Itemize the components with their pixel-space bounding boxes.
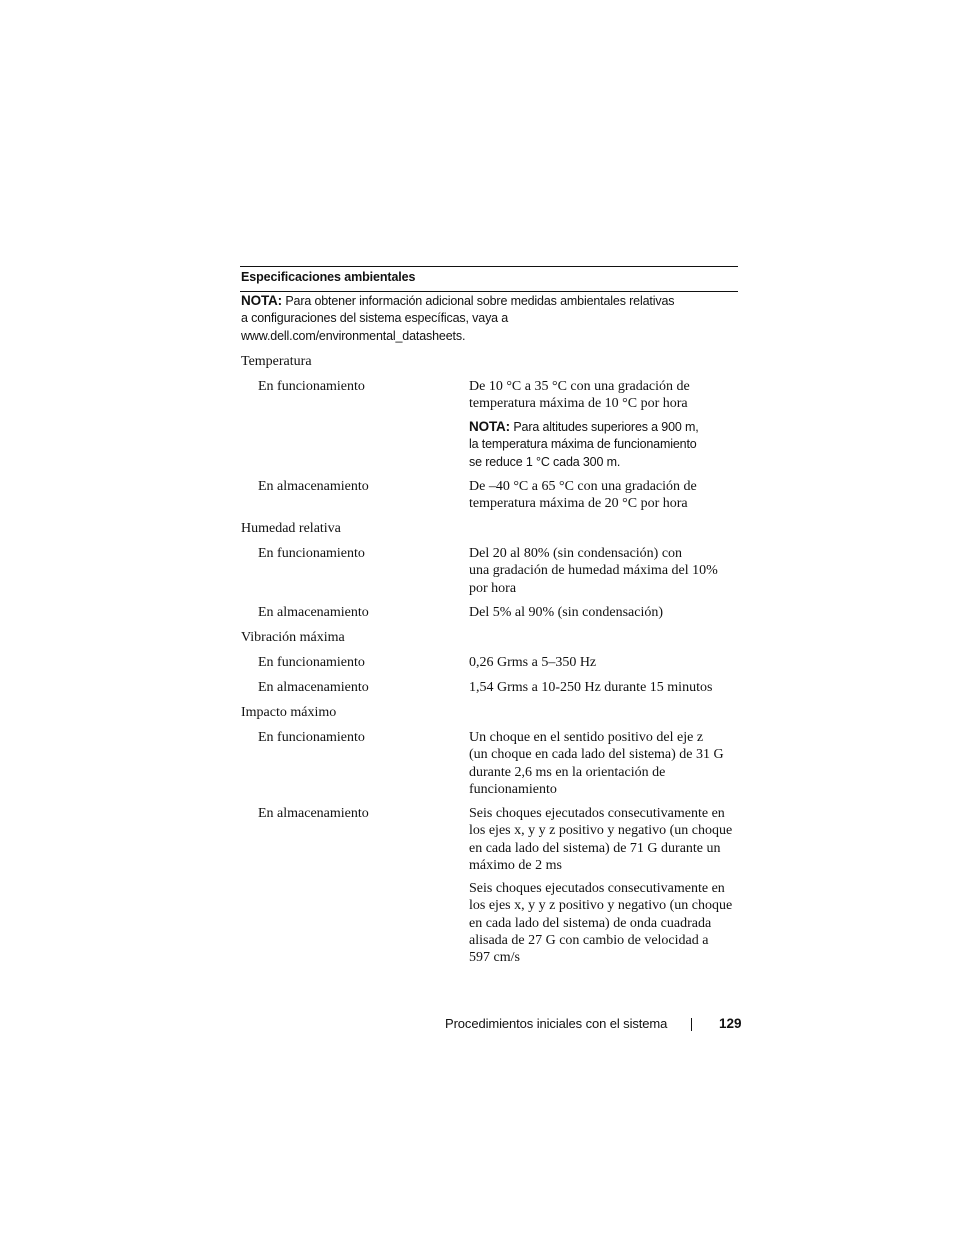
- environment-note: [241, 292, 731, 345]
- row-value-shock-storage: Seis choques ejecutados consecutivamente en los ejes x, y y z positivo y negativo (un choque en cada lado del sistema) de 71 G durante un máximo de 2 ms: [469, 806, 733, 873]
- row-label-shock-operating: En funcionamiento: [258, 730, 365, 745]
- row-label-temp-operating: En funcionamiento: [258, 379, 365, 394]
- temp-note-label: NOTA:: [469, 419, 510, 434]
- row-value-vibration-operating: 0,26 Grms a 5–350 Hz: [469, 655, 597, 670]
- environmental-datasheets-link[interactable]: www.dell.com/environmental_datasheets: [241, 328, 462, 343]
- table-heading: Especificaciones ambientales: [241, 270, 416, 284]
- footer-chapter-title: Procedimientos iniciales con el sistema: [445, 1016, 668, 1031]
- section-title-shock: Impacto máximo: [241, 705, 337, 720]
- row-value-shock-operating: Un choque en el sentido positivo del eje z (un choque en cada lado del sistema) de 31 G durante 2,6 ms en la orientación de funcionamiento: [469, 730, 724, 797]
- row-value-shock-storage-2: Seis choques ejecutados consecutivamente en los ejes x, y y z positivo y negativo (un choque en cada lado del sistema) de onda cuadrada alisada de 27 G con cambio de velocidad a 597 cm/s: [469, 881, 733, 966]
- row-value-humidity-storage: Del 5% al 90% (sin condensación): [469, 605, 663, 620]
- page-number: 129: [719, 1016, 742, 1031]
- row-label-temp-storage: En almacenamiento: [258, 479, 369, 494]
- row-value-temp-storage: De –40 °C a 65 °C con una gradación de temperatura máxima de 20 °C por hora: [469, 479, 697, 512]
- row-label-humidity-operating: En funcionamiento: [258, 546, 365, 561]
- section-title-temperature: Temperatura: [241, 354, 312, 369]
- row-value-vibration-storage: 1,54 Grms a 10-250 Hz durante 15 minutos: [469, 680, 713, 695]
- row-label-shock-storage: En almacenamiento: [258, 806, 369, 821]
- note-line-3: www.dell.com/environmental_datasheets.: [241, 328, 466, 343]
- row-value-temp-operating: De 10 °C a 35 °C con una gradación de temperatura máxima de 10 °C por hora: [469, 379, 690, 412]
- row-label-vibration-operating: En funcionamiento: [258, 655, 365, 670]
- footer-separator: [691, 1018, 692, 1031]
- row-value-humidity-operating: Del 20 al 80% (sin condensación) con una gradación de humedad máxima del 10% por hora: [469, 546, 718, 596]
- row-label-humidity-storage: En almacenamiento: [258, 605, 369, 620]
- note-label: NOTA:: [241, 293, 282, 308]
- temp-operating-note: NOTA: Para altitudes superiores a 900 m, la temperatura máxima de funcionamiento se reduce 1 °C cada 300 m.: [469, 419, 699, 469]
- note-line-2: a configuraciones del sistema específicas, vaya a: [241, 311, 509, 326]
- row-label-vibration-storage: En almacenamiento: [258, 680, 369, 695]
- section-title-humidity: Humedad relativa: [241, 521, 341, 536]
- section-title-vibration: Vibración máxima: [241, 630, 345, 645]
- table-top-rule: [240, 266, 738, 267]
- note-line-1: NOTA: Para obtener información adicional sobre medidas ambientales relativas: [241, 293, 675, 308]
